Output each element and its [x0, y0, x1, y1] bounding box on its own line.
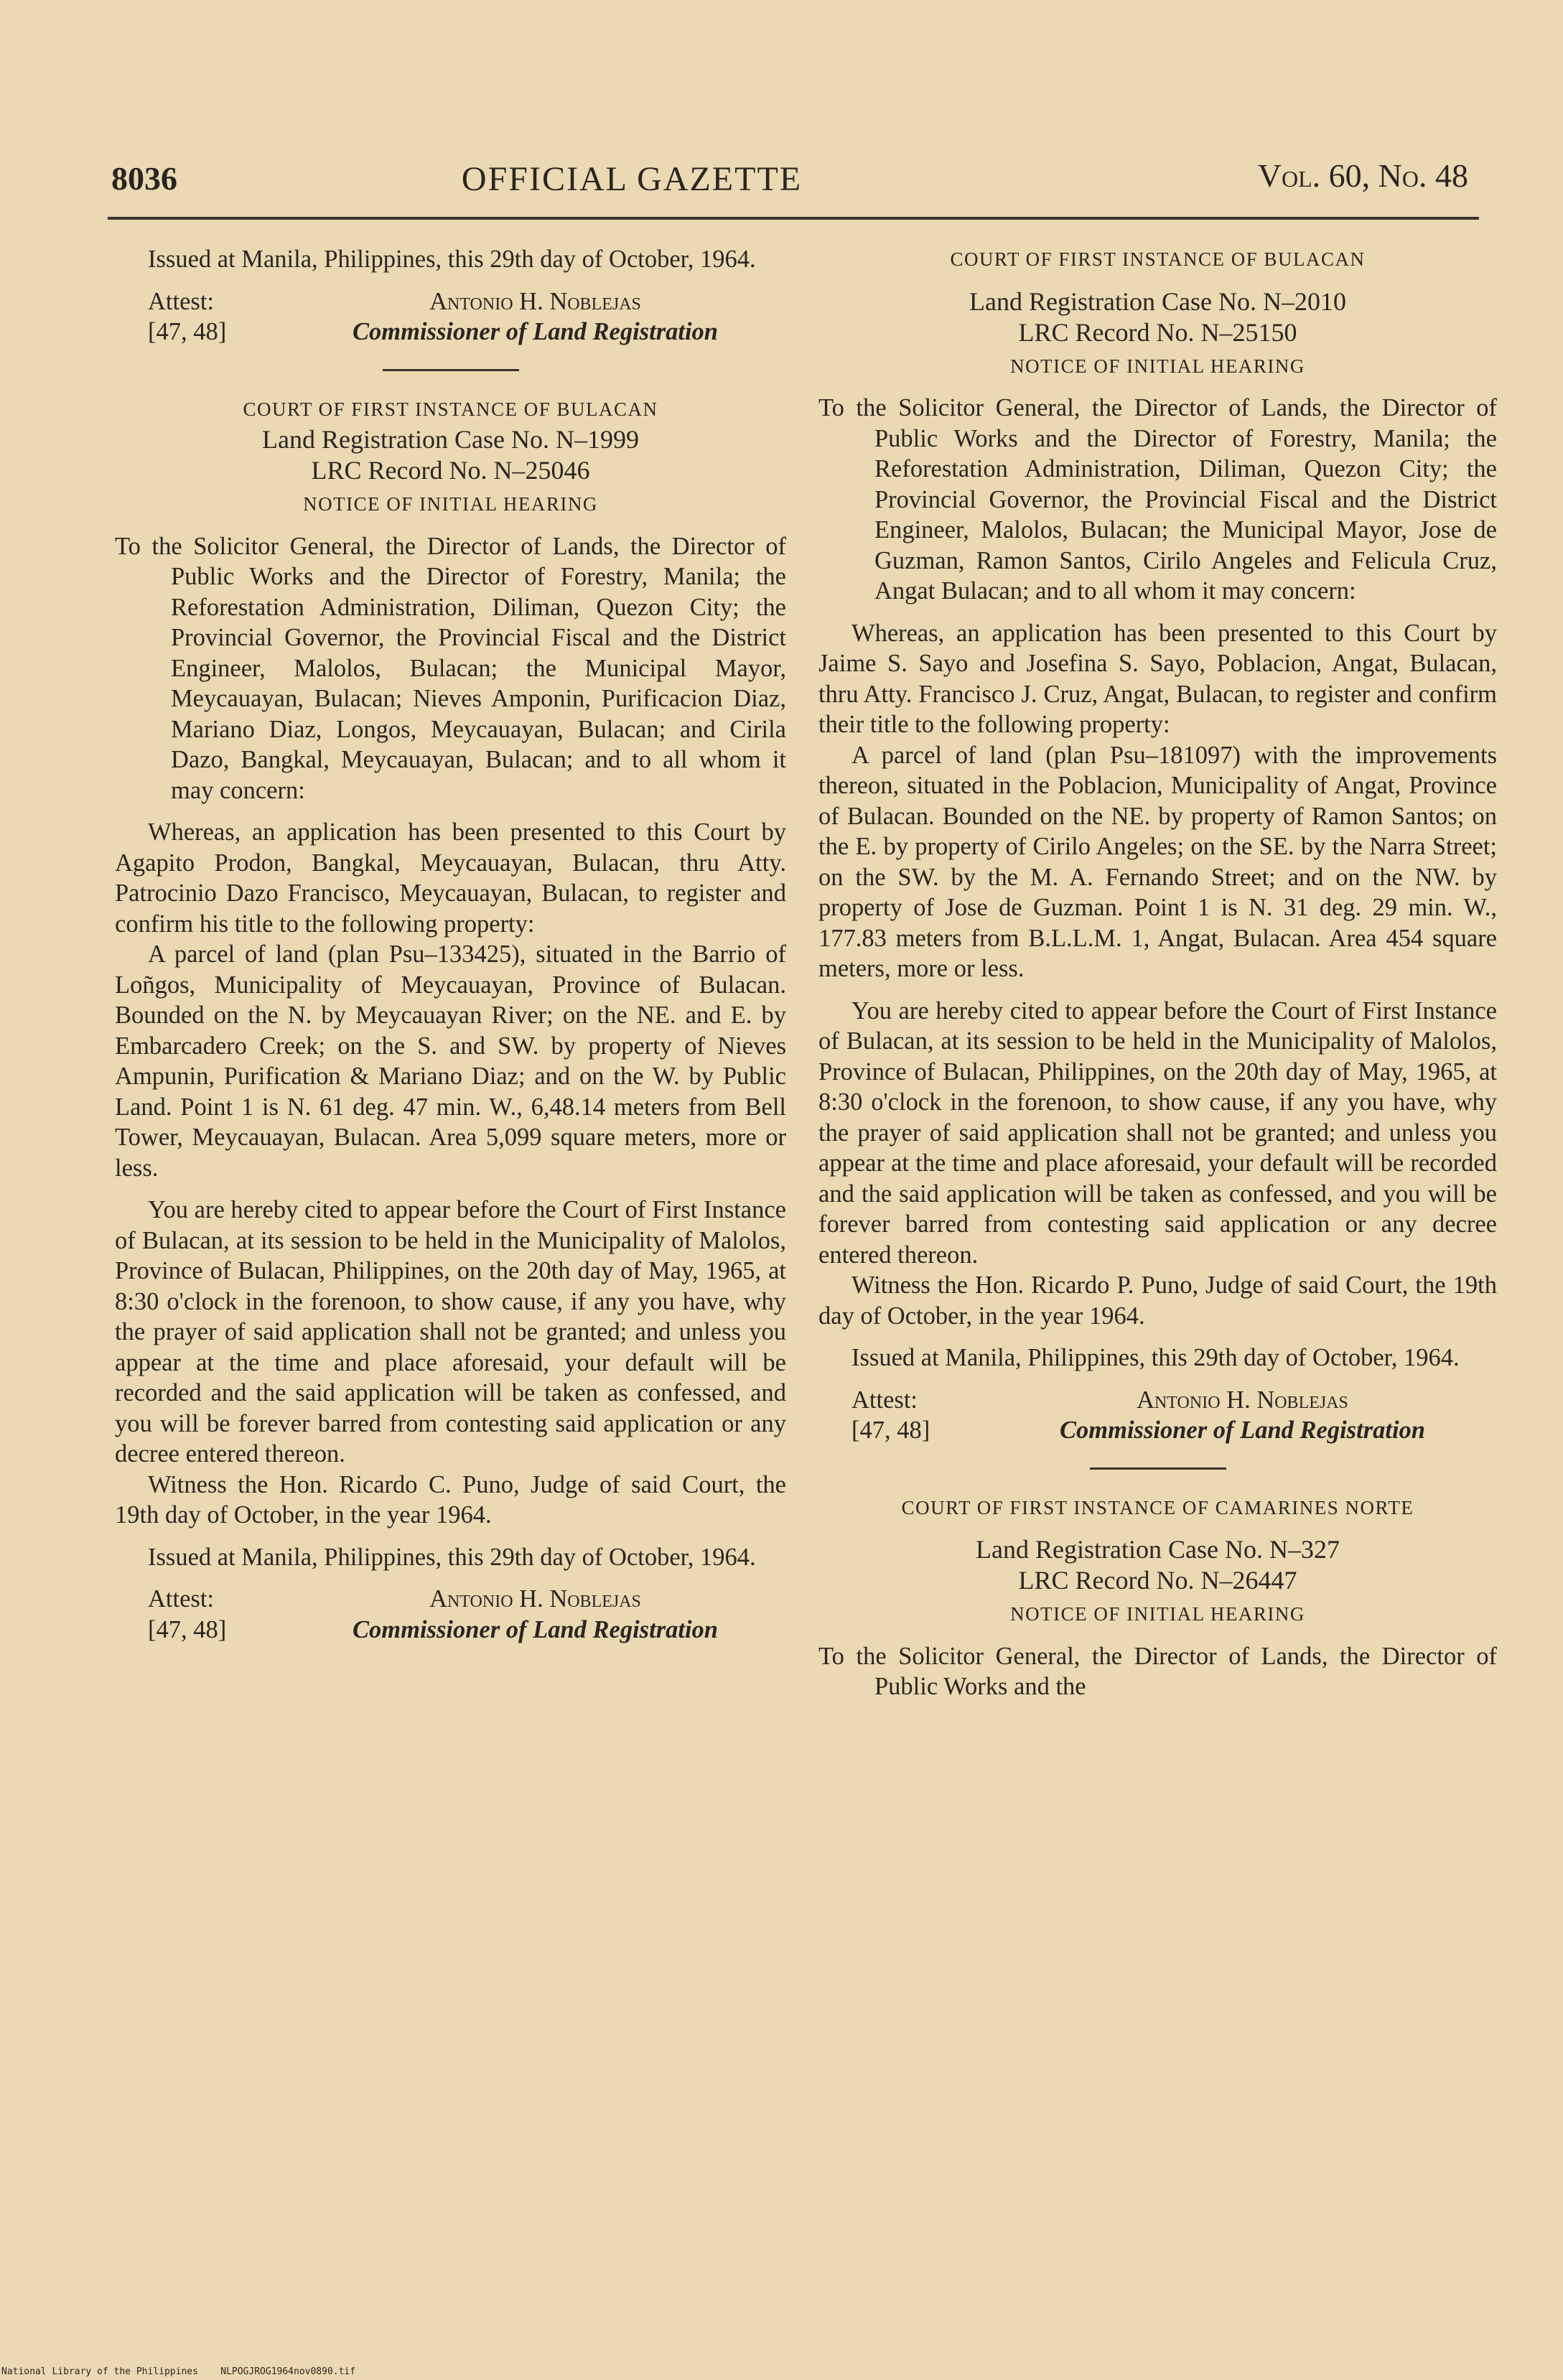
notice-heading: NOTICE OF INITIAL HEARING — [1010, 355, 1305, 377]
case-number: Land Registration Case No. N–1999 — [262, 425, 639, 454]
attest-title-row — [818, 1415, 1497, 1446]
notice-heading: NOTICE OF INITIAL HEARING — [1010, 1603, 1305, 1625]
notice-heading: NOTICE OF INITIAL HEARING — [303, 493, 598, 515]
whereas-paragraph: Whereas, an application has been presented to this Court by Agapito Prodon, Bangkal, Meycauayan, Bulacan, thru Atty. Patrocinio Dazo Francisco, Meycauayan, Bulacan, to register and confirm his title to the following property: — [115, 818, 786, 938]
attest-block — [115, 1584, 786, 1615]
section-divider — [1090, 1467, 1226, 1470]
volume-label: Vol. 60, No. 48 — [1257, 157, 1468, 194]
scan-footer — [1, 2366, 355, 2377]
left-column — [115, 244, 786, 1645]
record-number: LRC Record No. N–26447 — [1018, 1566, 1297, 1595]
attest-name: Antonio H. Noblejas — [1137, 1386, 1348, 1414]
reference-number: [47, 48] — [148, 1615, 227, 1643]
record-number: LRC Record No. N–25046 — [311, 456, 590, 485]
citation-paragraph: You are hereby cited to appear before the Court of First Instance of Bulacan, at its session to be held in the Municipality of Malolos, Province of Bulacan, Philippines, on the 20th day of May, 1965, at 8:30 o'clock in the forenoon, to show cause, if any you have, why the prayer of said application shall not be granted; and unless you appear at the time and place aforesaid, your default will be recorded and the said application will be taken as confessed, and you will be forever barred from contesting said application or any decree entered thereon. — [115, 1196, 786, 1467]
section-divider — [383, 369, 519, 371]
issued-statement: Issued at Manila, Philippines, this 29th day of October, 1964. — [148, 246, 756, 273]
attest-block — [115, 286, 786, 317]
page-number: 8036 — [111, 160, 177, 197]
court-heading: COURT OF FIRST INSTANCE OF CAMARINES NORTE — [901, 1496, 1414, 1518]
case-number: Land Registration Case No. N–327 — [976, 1535, 1340, 1564]
header-rule — [108, 217, 1479, 220]
issued-statement: Issued at Manila, Philippines, this 29th day of October, 1964. — [852, 1344, 1460, 1371]
addressees: To the Solicitor General, the Director of Lands, the Director of Public Works and the — [818, 1642, 1497, 1700]
witness-paragraph: Witness the Hon. Ricardo P. Puno, Judge of said Court, the 19th day of October, in the year 1964. — [818, 1271, 1497, 1330]
right-column — [818, 244, 1497, 1702]
parcel-description: A parcel of land (plan Psu–133425), situated in the Barrio of Loñgos, Municipality of Meycauayan, Province of Bulacan. Bounded on the N. by Meycauayan River; on the NE. and E. by Embarcadero Creek; on the S. and SW. by property of Nieves Ampunin, Purification & Mariano Diaz; and on the W. by Public Land. Point 1 is N. 61 deg. 47 min. W., 6,48.14 meters from Bell Tower, Meycauayan, Bulacan. Area 5,099 square meters, more or less. — [115, 941, 786, 1182]
court-heading: COURT OF FIRST INSTANCE OF BULACAN — [243, 398, 658, 420]
publication-title: OFFICIAL GAZETTE — [461, 160, 803, 198]
record-number: LRC Record No. N–25150 — [1018, 317, 1297, 347]
case-number: Land Registration Case No. N–2010 — [969, 286, 1346, 316]
witness-paragraph: Witness the Hon. Ricardo C. Puno, Judge of said Court, the 19th day of October, in the year 1964. — [115, 1470, 786, 1529]
attest-label: Attest: — [148, 1585, 214, 1613]
attest-name: Antonio H. Noblejas — [429, 287, 641, 315]
library-name: National Library of the Philippines — [1, 2366, 198, 2377]
attest-name: Antonio H. Noblejas — [429, 1585, 641, 1613]
reference-number: [47, 48] — [148, 318, 227, 345]
addressees: To the Solicitor General, the Director of Lands, the Director of Public Works and the Director of Forestry, Manila; the Reforestation Administration, Diliman, Quezon City; the Provincial Governor, the Provincial Fiscal and the District Engineer, Malolos, Bulacan; the Municipal Mayor, Jose de Guzman, Ramon Santos, Cirilo Angeles and Felicula Cruz, Angat Bulacan; and to all whom it may concern: — [818, 394, 1497, 605]
whereas-paragraph: Whereas, an application has been presented to this Court by Jaime S. Sayo and Josefina S. Sayo, Poblacion, Angat, Bulacan, thru Atty. Francisco J. Cruz, Angat, Bulacan, to register and confirm their title to the following property: — [818, 619, 1497, 738]
reference-number: [47, 48] — [852, 1417, 930, 1444]
attest-label: Attest: — [148, 287, 214, 315]
addressees: To the Solicitor General, the Director of Lands, the Director of Public Works and the Director of Forestry, Manila; the Reforestation Administration, Diliman, Quezon City; the Provincial Governor, the Provincial Fiscal and the District Engineer, Malolos, Bulacan; the Municipal Mayor, Meycauayan, Bulacan; Nieves Amponin, Purificacion Diaz, Mariano Diaz, Longos, Meycauayan, Bulacan; and Cirila Dazo, Bangkal, Meycauayan, Bulacan; and to all whom it may concern: — [115, 532, 786, 804]
attest-block — [818, 1385, 1497, 1416]
attest-label: Attest: — [852, 1386, 918, 1414]
citation-paragraph: You are hereby cited to appear before the Court of First Instance of Bulacan, at its session to be held in the Municipality of Malolos, Province of Bulacan, Philippines, on the 20th day of May, 1965, at 8:30 o'clock in the forenoon, to show cause, if any you have, why the prayer of said application shall not be granted; and unless you appear at the time and place aforesaid, your default will be recorded and the said application will be taken as confessed, and you will be forever barred from contesting said application or any decree entered thereon. — [818, 997, 1497, 1269]
attest-title: Commissioner of Land Registration — [353, 318, 718, 345]
parcel-description: A parcel of land (plan Psu–181097) with the improvements thereon, situated in the Poblacion, Municipality of Angat, Province of Bulacan. Bounded on the NE. by property of Ramon Santos; on the E. by property of Cirilo Angeles; on the SE. by the Narra Street; on the SW. by the M. A. Fernando Street; and on the NW. by property of Jose de Guzman. Point 1 is N. 31 deg. 29 min. W., 177.83 meters from B.L.L.M. 1, Angat, Bulacan. Area 454 square meters, more or less. — [818, 741, 1497, 982]
issued-statement: Issued at Manila, Philippines, this 29th day of October, 1964. — [148, 1543, 756, 1571]
attest-title: Commissioner of Land Registration — [353, 1615, 718, 1643]
attest-title-row — [115, 1615, 786, 1646]
court-heading: COURT OF FIRST INSTANCE OF BULACAN — [950, 248, 1366, 270]
attest-title: Commissioner of Land Registration — [1060, 1417, 1425, 1444]
file-name: NLPOGJROG1964nov0890.tif — [220, 2366, 356, 2377]
attest-title-row — [115, 317, 786, 347]
